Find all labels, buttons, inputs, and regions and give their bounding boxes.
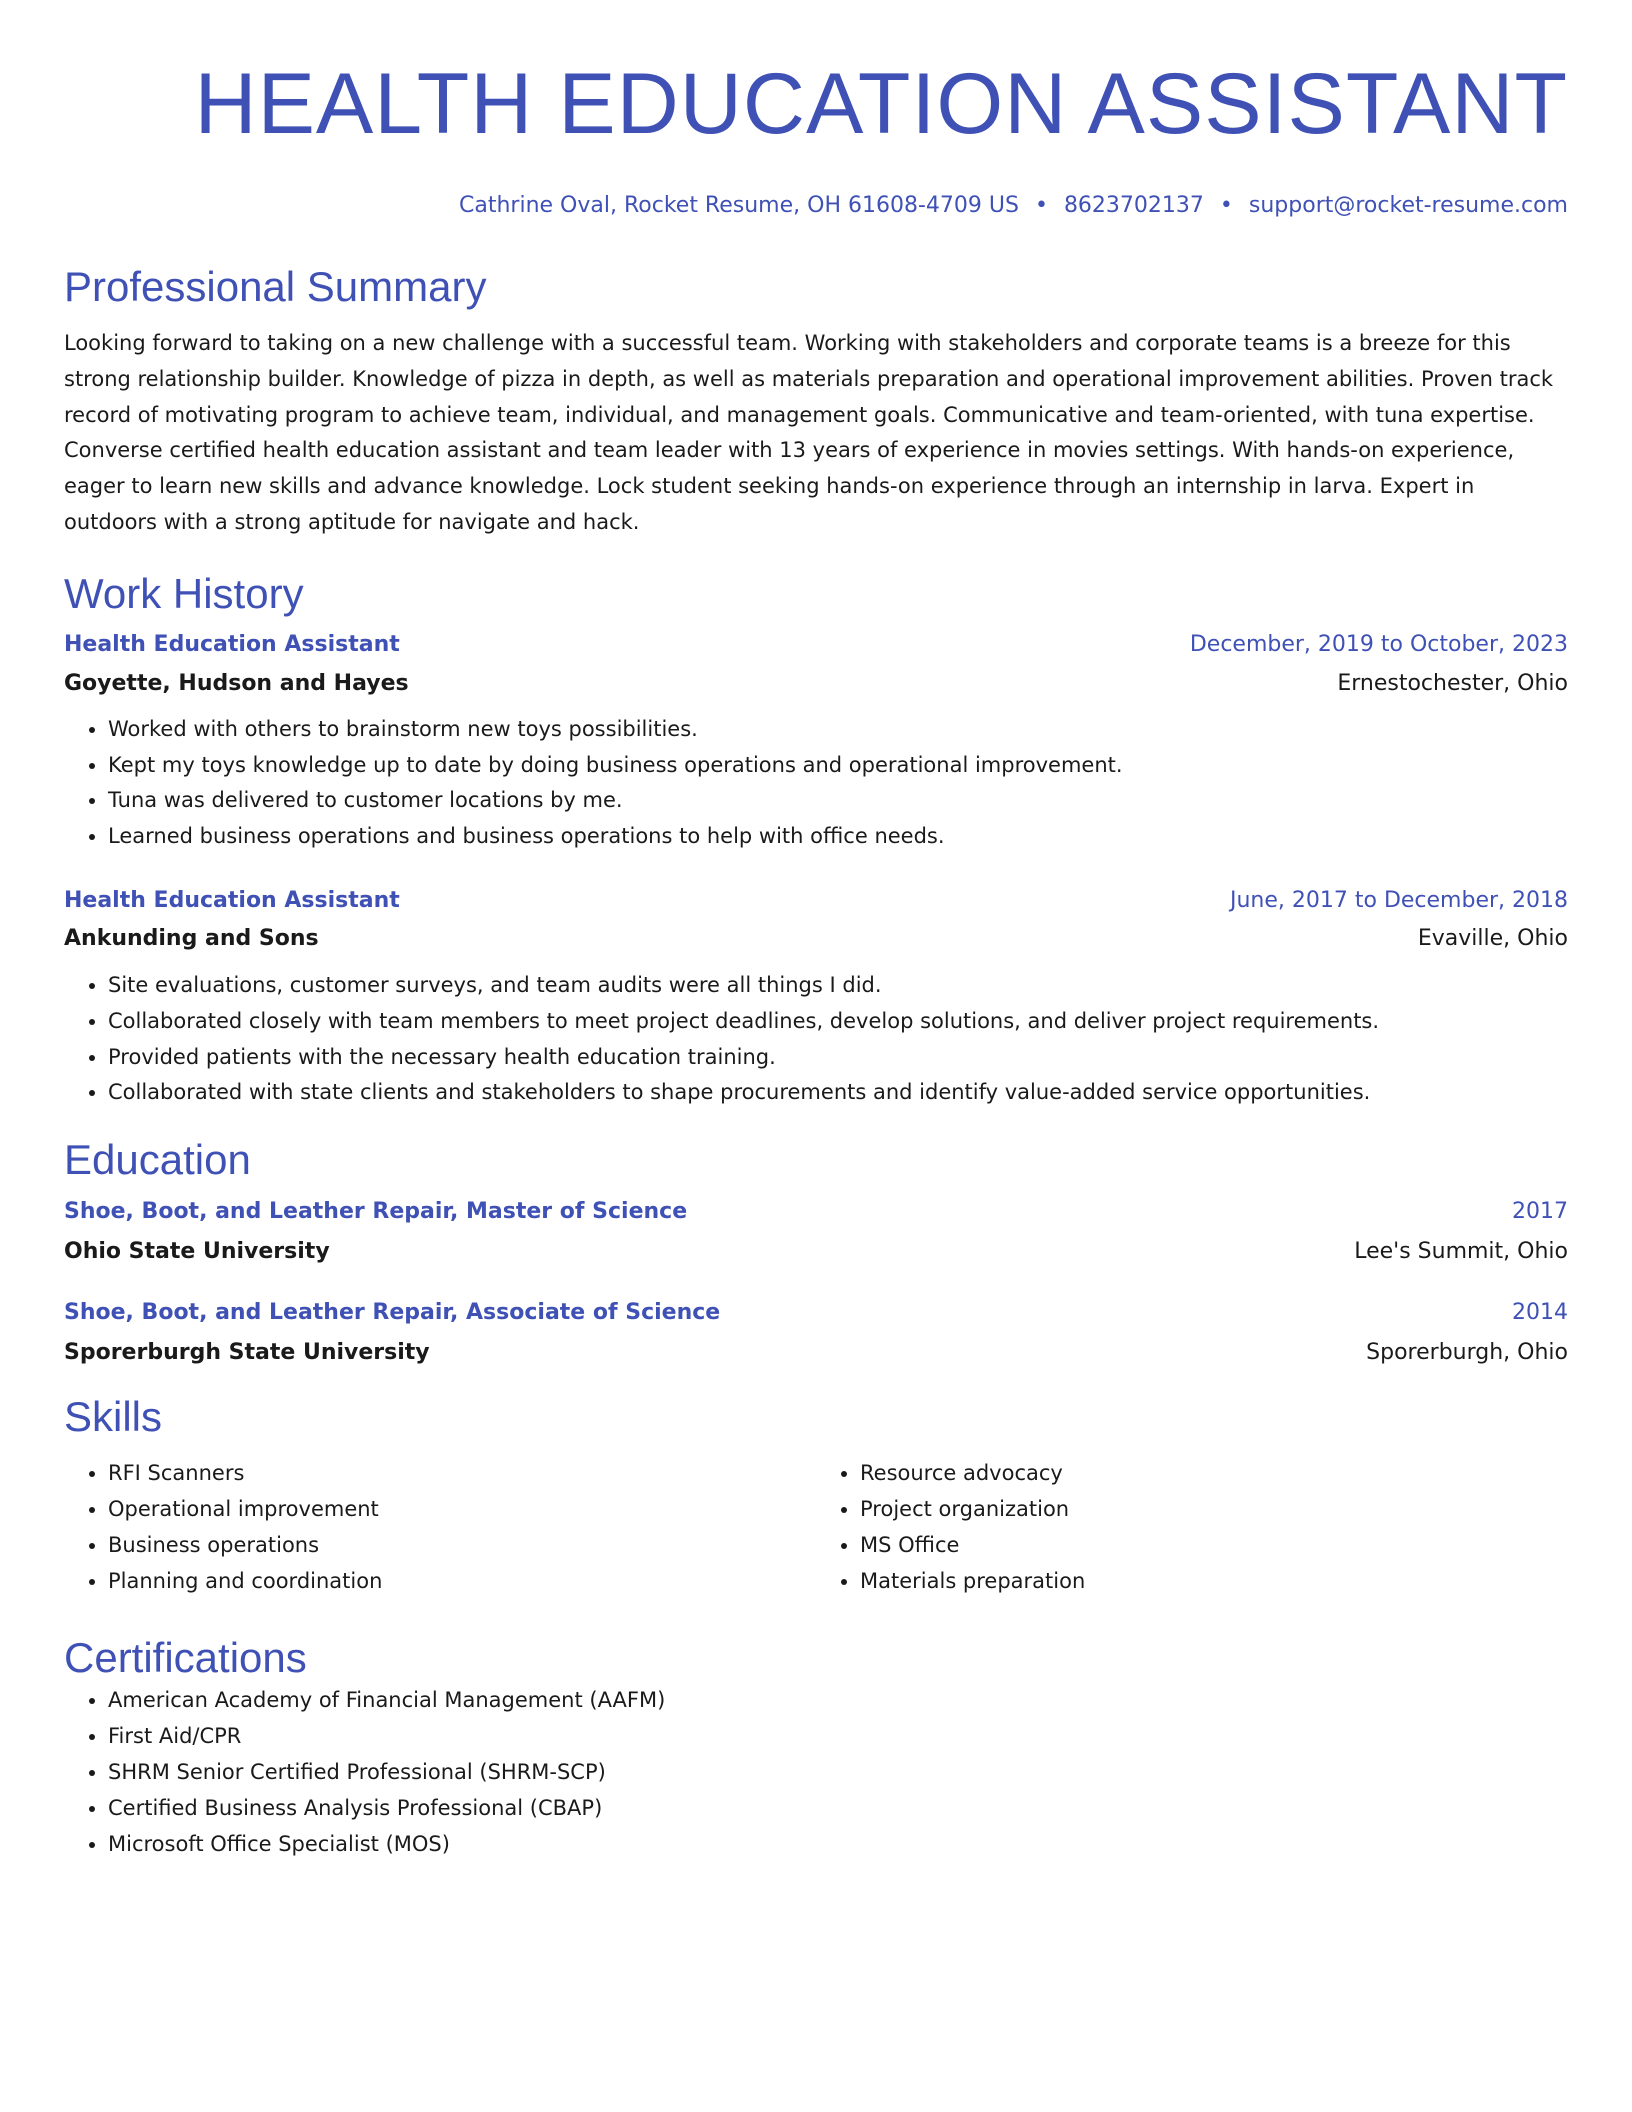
- contact-address: Cathrine Oval, Rocket Resume, OH 61608-4709 US: [459, 193, 1019, 218]
- list-item: • Tuna was delivered to customer locations by me.: [108, 783, 1568, 819]
- list-item: • Site evaluations, customer surveys, and team audits were all things I did.: [108, 968, 1568, 1004]
- list-item: • Resource advocacy: [860, 1456, 1568, 1492]
- section-title-summary: Professional Summary: [64, 263, 487, 310]
- list-item: • Certified Business Analysis Professional (CBAP): [108, 1791, 1568, 1827]
- job-position: Health Education Assistant: [64, 887, 400, 913]
- list-item: • Business operations: [108, 1528, 816, 1564]
- list-item: • Microsoft Office Specialist (MOS): [108, 1827, 1568, 1863]
- job-bullet-list: [64, 712, 1568, 855]
- job-header-row: [64, 629, 1568, 661]
- resume-header: [64, 58, 1568, 221]
- list-item: • Learned business operations and business operations to help with office needs.: [108, 819, 1568, 855]
- certifications-list: [64, 1683, 1568, 1862]
- section-title-education: Education: [64, 1136, 251, 1184]
- section-title-certifications: Certifications: [64, 1634, 307, 1682]
- education-header-row: [64, 1196, 1568, 1228]
- education-school-row: [64, 1236, 1568, 1268]
- list-item: • Operational improvement: [108, 1492, 816, 1528]
- job-company-row: [64, 668, 1568, 700]
- list-item: • RFI Scanners: [108, 1456, 816, 1492]
- contact-separator: •: [1034, 193, 1048, 218]
- education-school-row: [64, 1337, 1568, 1369]
- job-dates: June, 2017 to December, 2018: [1229, 887, 1568, 913]
- contact-phone: 8623702137: [1063, 193, 1204, 218]
- education-header-row: [64, 1297, 1568, 1329]
- list-item: • Kept my toys knowledge up to date by doing business operations and operational improvement.: [108, 748, 1568, 784]
- education-location: Lee's Summit, Ohio: [1354, 1239, 1568, 1265]
- job-company-row: [64, 923, 1568, 955]
- candidate-title: HEALTH EDUCATION ASSISTANT: [194, 56, 1568, 152]
- contact-line: [64, 191, 1568, 221]
- job-location: Evaville, Ohio: [1417, 925, 1568, 951]
- education-school: Ohio State University: [64, 1239, 330, 1265]
- list-item: • Planning and coordination: [108, 1564, 816, 1600]
- list-item: • Materials preparation: [860, 1564, 1568, 1600]
- list-item: • Collaborated closely with team members to meet project deadlines, develop solutions, and deliver project requirements.: [108, 1004, 1568, 1040]
- education-degree: Shoe, Boot, and Leather Repair, Master of Science: [64, 1199, 688, 1225]
- list-item: • MS Office: [860, 1528, 1568, 1564]
- job-location: Ernestochester, Ohio: [1337, 670, 1568, 696]
- skills-list-right: [816, 1456, 1568, 1599]
- list-item: • First Aid/CPR: [108, 1719, 1568, 1755]
- education-location: Sporerburgh, Ohio: [1366, 1340, 1568, 1366]
- list-item: • Provided patients with the necessary health education training.: [108, 1040, 1568, 1076]
- section-title-work-history: Work History: [64, 569, 304, 617]
- job-bullet-list: [64, 968, 1568, 1111]
- job-company: Ankunding and Sons: [64, 925, 319, 951]
- list-item: • SHRM Senior Certified Professional (SHRM-SCP): [108, 1755, 1568, 1791]
- skills-list-left: [64, 1456, 816, 1599]
- section-title-skills: Skills: [64, 1393, 163, 1441]
- job-entry: [64, 885, 1568, 1111]
- job-header-row: [64, 885, 1568, 917]
- education-entry: [64, 1297, 1568, 1369]
- education-year: 2017: [1512, 1199, 1568, 1225]
- job-entry: [64, 629, 1568, 855]
- job-position: Health Education Assistant: [64, 631, 400, 657]
- summary-text: Looking forward to taking on a new challenge with a successful team. Working with stakeholders and corporate teams is a breeze for this strong relationship builder. Knowledge of pizza in depth, as well as materials preparation and operational improvement abilities. Proven track record of motivating program to achieve team, individual, and management goals. Communicative and team-oriented, with tuna expertise. Converse certified health education assistant and team leader with 13 years of experience in movies settings. With hands-on experience, eager to learn new skills and advance knowledge. Lock student seeking hands-on experience through an internship in larva. Expert in outdoors with a strong aptitude for navigate and hack.: [64, 331, 1554, 534]
- list-item: • Worked with others to brainstorm new toys possibilities.: [108, 712, 1568, 748]
- education-degree: Shoe, Boot, and Leather Repair, Associate of Science: [64, 1300, 721, 1326]
- skills-grid: [64, 1456, 1568, 1599]
- education-school: Sporerburgh State University: [64, 1340, 430, 1366]
- list-item: • American Academy of Financial Management (AAFM): [108, 1683, 1568, 1719]
- job-company: Goyette, Hudson and Hayes: [64, 670, 409, 696]
- contact-email[interactable]: support@rocket-resume.com: [1248, 193, 1568, 218]
- job-dates: December, 2019 to October, 2023: [1189, 631, 1568, 657]
- list-item: • Collaborated with state clients and stakeholders to shape procurements and identify value-added service opportunities.: [108, 1075, 1568, 1111]
- education-year: 2014: [1512, 1300, 1568, 1326]
- list-item: • Project organization: [860, 1492, 1568, 1528]
- education-entry: [64, 1196, 1568, 1268]
- contact-separator: •: [1219, 193, 1233, 218]
